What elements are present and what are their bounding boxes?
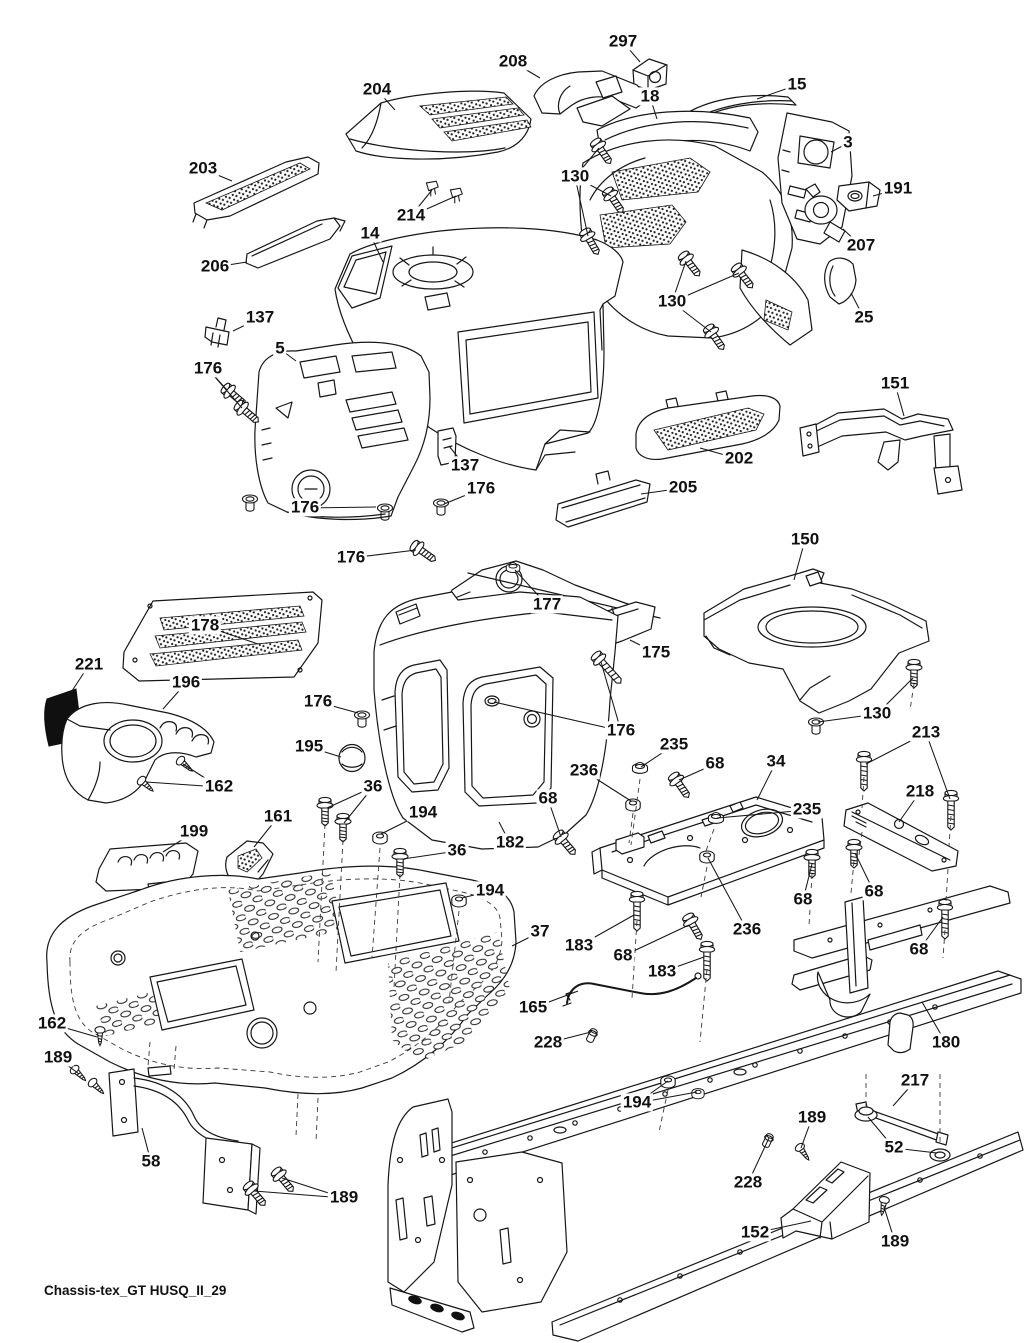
part-label-208: 208 [498, 51, 528, 71]
bolt-36-icon [317, 797, 333, 826]
leader-line-176 [208, 369, 242, 408]
leader-line-183 [579, 915, 634, 946]
leader-line-297 [623, 42, 640, 62]
ferrule-176-icon [434, 499, 449, 515]
nut-194-icon [452, 895, 466, 907]
part-25-side-piece [825, 258, 856, 304]
part-152-guard-plate [781, 1162, 870, 1239]
nut-236-icon [626, 799, 640, 811]
part-label-151: 151 [880, 373, 910, 393]
part-205-trim [556, 471, 650, 527]
part-label-68: 68 [864, 881, 884, 901]
part-label-137: 137 [450, 455, 480, 475]
leader-line-208 [513, 62, 540, 78]
leader-line-228 [748, 1138, 769, 1183]
part-202-grille-insert [636, 391, 780, 459]
part-label-14: 14 [360, 223, 380, 243]
part-58-support-bracket [109, 1066, 260, 1214]
part-label-68: 68 [909, 939, 929, 959]
part-label-199: 199 [179, 821, 209, 841]
leader-line-203 [203, 169, 232, 181]
sheet-title: Chassis-tex_GT HUSQ_II_29 [44, 1283, 227, 1298]
ferrule-176-icon [355, 711, 370, 727]
leader-line-58 [142, 1128, 151, 1162]
leader-line-68 [679, 764, 715, 780]
pin-228-icon [585, 1027, 599, 1044]
part-151-support-bracket [800, 409, 962, 494]
part-label-68: 68 [613, 945, 633, 965]
part-label-176: 176 [193, 358, 223, 378]
bolt-183-icon [699, 941, 714, 981]
part-165-wire-link [563, 973, 701, 1006]
leader-line-137 [233, 318, 260, 331]
part-label-150: 150 [790, 529, 820, 549]
bolt-189-icon [87, 1077, 107, 1097]
part-label-195: 195 [294, 736, 324, 756]
part-label-25: 25 [854, 307, 874, 327]
part-label-196: 196 [171, 672, 201, 692]
part-label-236: 236 [569, 760, 599, 780]
leader-line-189 [801, 1118, 812, 1148]
screw-130-icon [906, 659, 922, 688]
part-label-189: 189 [43, 1047, 73, 1067]
part-label-214: 214 [396, 205, 426, 225]
leader-line-202 [700, 448, 739, 459]
part-label-3: 3 [843, 132, 853, 152]
part-191-bracket [837, 182, 880, 211]
leader-line-34 [757, 762, 776, 800]
part-178-vent-panel [123, 592, 322, 681]
part-label-176: 176 [336, 547, 366, 567]
part-180-frame [388, 971, 1023, 1341]
part-203-grille-bar [193, 157, 319, 228]
part-label-37: 37 [530, 921, 550, 941]
part-195-plug-cap [339, 745, 365, 772]
part-label-194: 194 [475, 880, 505, 900]
part-label-177: 177 [532, 594, 562, 614]
part-label-235: 235 [792, 799, 822, 819]
cap-177-icon [506, 563, 520, 573]
parts-layer [45, 59, 1023, 1341]
part-label-176: 176 [303, 691, 333, 711]
nut-194-icon [661, 1076, 675, 1088]
leader-line-162 [183, 764, 219, 787]
leader-line-217 [893, 1081, 915, 1106]
part-label-34: 34 [766, 751, 786, 771]
part-label-180: 180 [931, 1032, 961, 1052]
part-label-36: 36 [363, 776, 383, 796]
part-label-176: 176 [290, 497, 320, 517]
leader-line-161 [254, 817, 278, 847]
part-label-182: 182 [495, 832, 525, 852]
part-label-137: 137 [245, 307, 275, 327]
part-label-235: 235 [659, 734, 689, 754]
part-label-5: 5 [275, 338, 285, 358]
leader-line-221 [68, 665, 89, 697]
part-137-bracket-left [205, 318, 229, 347]
part-label-207: 207 [846, 235, 876, 255]
part-label-176: 176 [466, 478, 496, 498]
leader-line-235 [641, 745, 674, 767]
part-label-206: 206 [200, 256, 230, 276]
part-label-130: 130 [862, 703, 892, 723]
leader-line-196 [163, 683, 186, 709]
leader-line-183 [662, 957, 704, 972]
part-label-204: 204 [362, 79, 392, 99]
leader-line-176 [318, 702, 358, 713]
part-label-36: 36 [447, 840, 467, 860]
part-label-218: 218 [905, 781, 935, 801]
part-37-footrest-pan [47, 866, 516, 1094]
part-label-52: 52 [884, 1137, 904, 1157]
part-label-189: 189 [329, 1187, 359, 1207]
part-side-panel-assembly [580, 140, 812, 345]
screw-176-icon [407, 538, 440, 568]
leader-line-213 [866, 733, 926, 764]
clip-icon [450, 188, 463, 204]
leader-line-175 [630, 640, 656, 653]
part-label-213: 213 [911, 722, 941, 742]
leader-line-151 [895, 384, 904, 416]
leader-line-52 [868, 1117, 894, 1148]
part-label-58: 58 [141, 1151, 161, 1171]
part-150-frame-support [704, 569, 929, 713]
leader-line-176 [444, 489, 481, 504]
part-label-205: 205 [668, 477, 698, 497]
bolt-213-icon [943, 790, 958, 830]
part-label-68: 68 [793, 889, 813, 909]
leader-line-189 [884, 1207, 895, 1242]
part-label-194: 194 [622, 1092, 652, 1112]
leader-line-207 [843, 229, 861, 246]
nut-194-icon [692, 1089, 704, 1099]
part-297-cover-box [633, 59, 667, 90]
leader-line-36 [327, 787, 373, 808]
leader-line-130 [877, 678, 913, 714]
part-label-183: 183 [564, 935, 594, 955]
part-label-68: 68 [705, 753, 725, 773]
leader-line-218 [899, 792, 920, 822]
part-label-161: 161 [263, 806, 293, 826]
part-137-bracket-right [438, 428, 456, 465]
leader-line-36 [403, 851, 457, 859]
leader-line-189 [254, 1191, 344, 1198]
leader-line-195 [309, 747, 341, 757]
part-label-203: 203 [188, 158, 218, 178]
part-label-68: 68 [538, 788, 558, 808]
part-label-162: 162 [37, 1013, 67, 1033]
part-label-202: 202 [724, 448, 754, 468]
bolt-68-icon [666, 769, 696, 802]
part-label-15: 15 [787, 74, 807, 94]
leader-line-52 [894, 1148, 937, 1153]
part-label-297: 297 [608, 31, 638, 51]
leader-line-214 [411, 196, 456, 216]
leader-line-36 [344, 787, 373, 823]
leader-line-162 [146, 782, 219, 787]
leader-line-68 [623, 925, 689, 956]
part-5-dash-console [255, 342, 430, 519]
bolt-189-icon [268, 1164, 299, 1196]
part-label-194: 194 [408, 802, 438, 822]
ferrule-176-icon [243, 495, 258, 511]
nut-236-icon [700, 851, 714, 863]
part-label-165: 165 [518, 997, 548, 1017]
part-label-130: 130 [657, 291, 687, 311]
part-label-221: 221 [74, 654, 104, 674]
part-label-228: 228 [733, 1172, 763, 1192]
part-label-18: 18 [640, 86, 660, 106]
part-label-175: 175 [641, 642, 671, 662]
part-label-183: 183 [647, 961, 677, 981]
ferrule-130-icon [809, 718, 824, 734]
part-label-217: 217 [900, 1070, 930, 1090]
bolt-68-icon [804, 849, 820, 878]
part-label-152: 152 [740, 1222, 770, 1242]
part-label-178: 178 [190, 615, 220, 635]
part-label-189: 189 [797, 1107, 827, 1127]
part-218-support-bar [844, 803, 958, 871]
leader-line-68 [855, 853, 874, 892]
part-196-fender-dash [62, 703, 214, 803]
part-206-trim [246, 218, 345, 268]
part-label-191: 191 [883, 178, 913, 198]
bolt-189-icon [794, 1142, 813, 1163]
leader-line-206 [215, 262, 247, 267]
part-label-189: 189 [880, 1231, 910, 1251]
leader-line-228 [548, 1032, 591, 1043]
leader-line-213 [926, 733, 950, 799]
leader-line-25 [851, 293, 864, 318]
part-label-228: 228 [533, 1032, 563, 1052]
part-204-hood-top-panel [346, 91, 531, 159]
part-label-130: 130 [560, 166, 590, 186]
part-label-176: 176 [606, 720, 636, 740]
bolt-213-icon [856, 751, 871, 791]
part-label-236: 236 [732, 919, 762, 939]
leader-line-130 [818, 714, 877, 722]
leader-line-176 [351, 550, 416, 558]
part-label-162: 162 [204, 776, 234, 796]
leader-line-214 [411, 190, 432, 216]
leader-line-165 [533, 991, 578, 1008]
nut-194-icon [373, 832, 387, 844]
